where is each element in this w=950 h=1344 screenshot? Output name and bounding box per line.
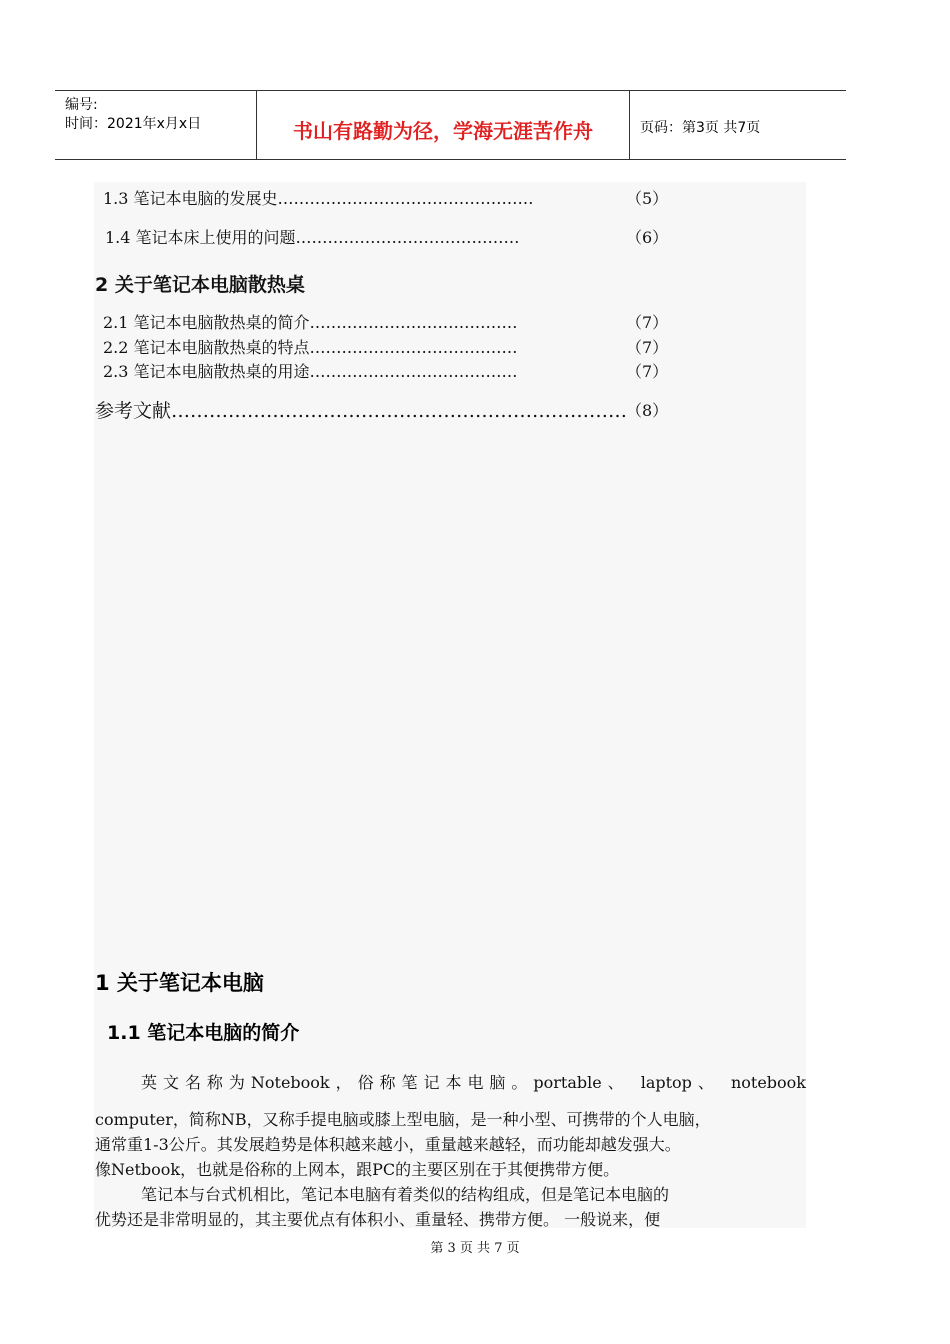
- paragraph-line: 笔记本与台式机相比，笔记本电脑有着类似的结构组成，但是笔记本电脑的: [141, 1185, 670, 1204]
- toc-references-page: （8）: [626, 401, 669, 420]
- toc-item-page: （7）: [626, 313, 669, 332]
- document-header: [55, 90, 846, 160]
- toc-item: 1.4 笔记本床上使用的问题……………………………………: [105, 228, 520, 247]
- header-motto: 书山有路勤为径，学海无涯苦作舟: [293, 119, 593, 143]
- page-footer: [0, 1237, 950, 1256]
- toc-section-title: 2 关于笔记本电脑散热桌: [95, 274, 305, 296]
- toc-item: 2.3 笔记本电脑散热桌的用途…………………………………: [103, 362, 518, 381]
- footer-page-number: 第 3 页 共 7 页: [430, 1241, 520, 1256]
- paragraph-line: 优势还是非常明显的，其主要优点有体积小、重量轻、携带方便。 一般说来，便: [95, 1210, 661, 1229]
- toc-item-page: （7）: [626, 338, 669, 357]
- section-heading-1-1: 1.1 笔记本电脑的简介: [107, 1022, 300, 1044]
- toc-item: 2.1 笔记本电脑散热桌的简介…………………………………: [103, 313, 518, 332]
- section-heading-1: 1 关于笔记本电脑: [95, 971, 264, 995]
- toc-item: 2.2 笔记本电脑散热桌的特点…………………………………: [103, 338, 518, 357]
- toc-item-page: （6）: [626, 228, 669, 247]
- paragraph-line: 通常重1-3公斤。其发展趋势是体积越来越小，重量越来越轻，而功能却越发强大。: [95, 1135, 681, 1154]
- header-page-label: 页码：第3页 共7页: [640, 120, 761, 136]
- paragraph-line: computer，简称NB，又称手提电脑或膝上型电脑，是一种小型、可携带的个人电脑，: [95, 1110, 711, 1129]
- document-time-label: 时间：2021年x月x日: [65, 116, 202, 132]
- document-number-label: 编号:: [65, 97, 98, 113]
- paragraph-line: 英文名称为Notebook，俗称笔记本电脑。portable、 laptop、 notebook: [141, 1073, 806, 1092]
- toc-item-page: （7）: [626, 362, 669, 381]
- toc-item: 1.3 笔记本电脑的发展史…………………………………………: [103, 189, 534, 208]
- header-motto-cell: [257, 91, 630, 159]
- toc-references: 参考文献………………………………………………………………: [95, 400, 628, 422]
- toc-item-page: （5）: [626, 189, 669, 208]
- header-page-cell: [630, 91, 846, 159]
- paragraph-line: 像Netbook，也就是俗称的上网本，跟PC的主要区别在于其便携带方便。: [95, 1160, 620, 1179]
- header-info-cell: [55, 91, 257, 159]
